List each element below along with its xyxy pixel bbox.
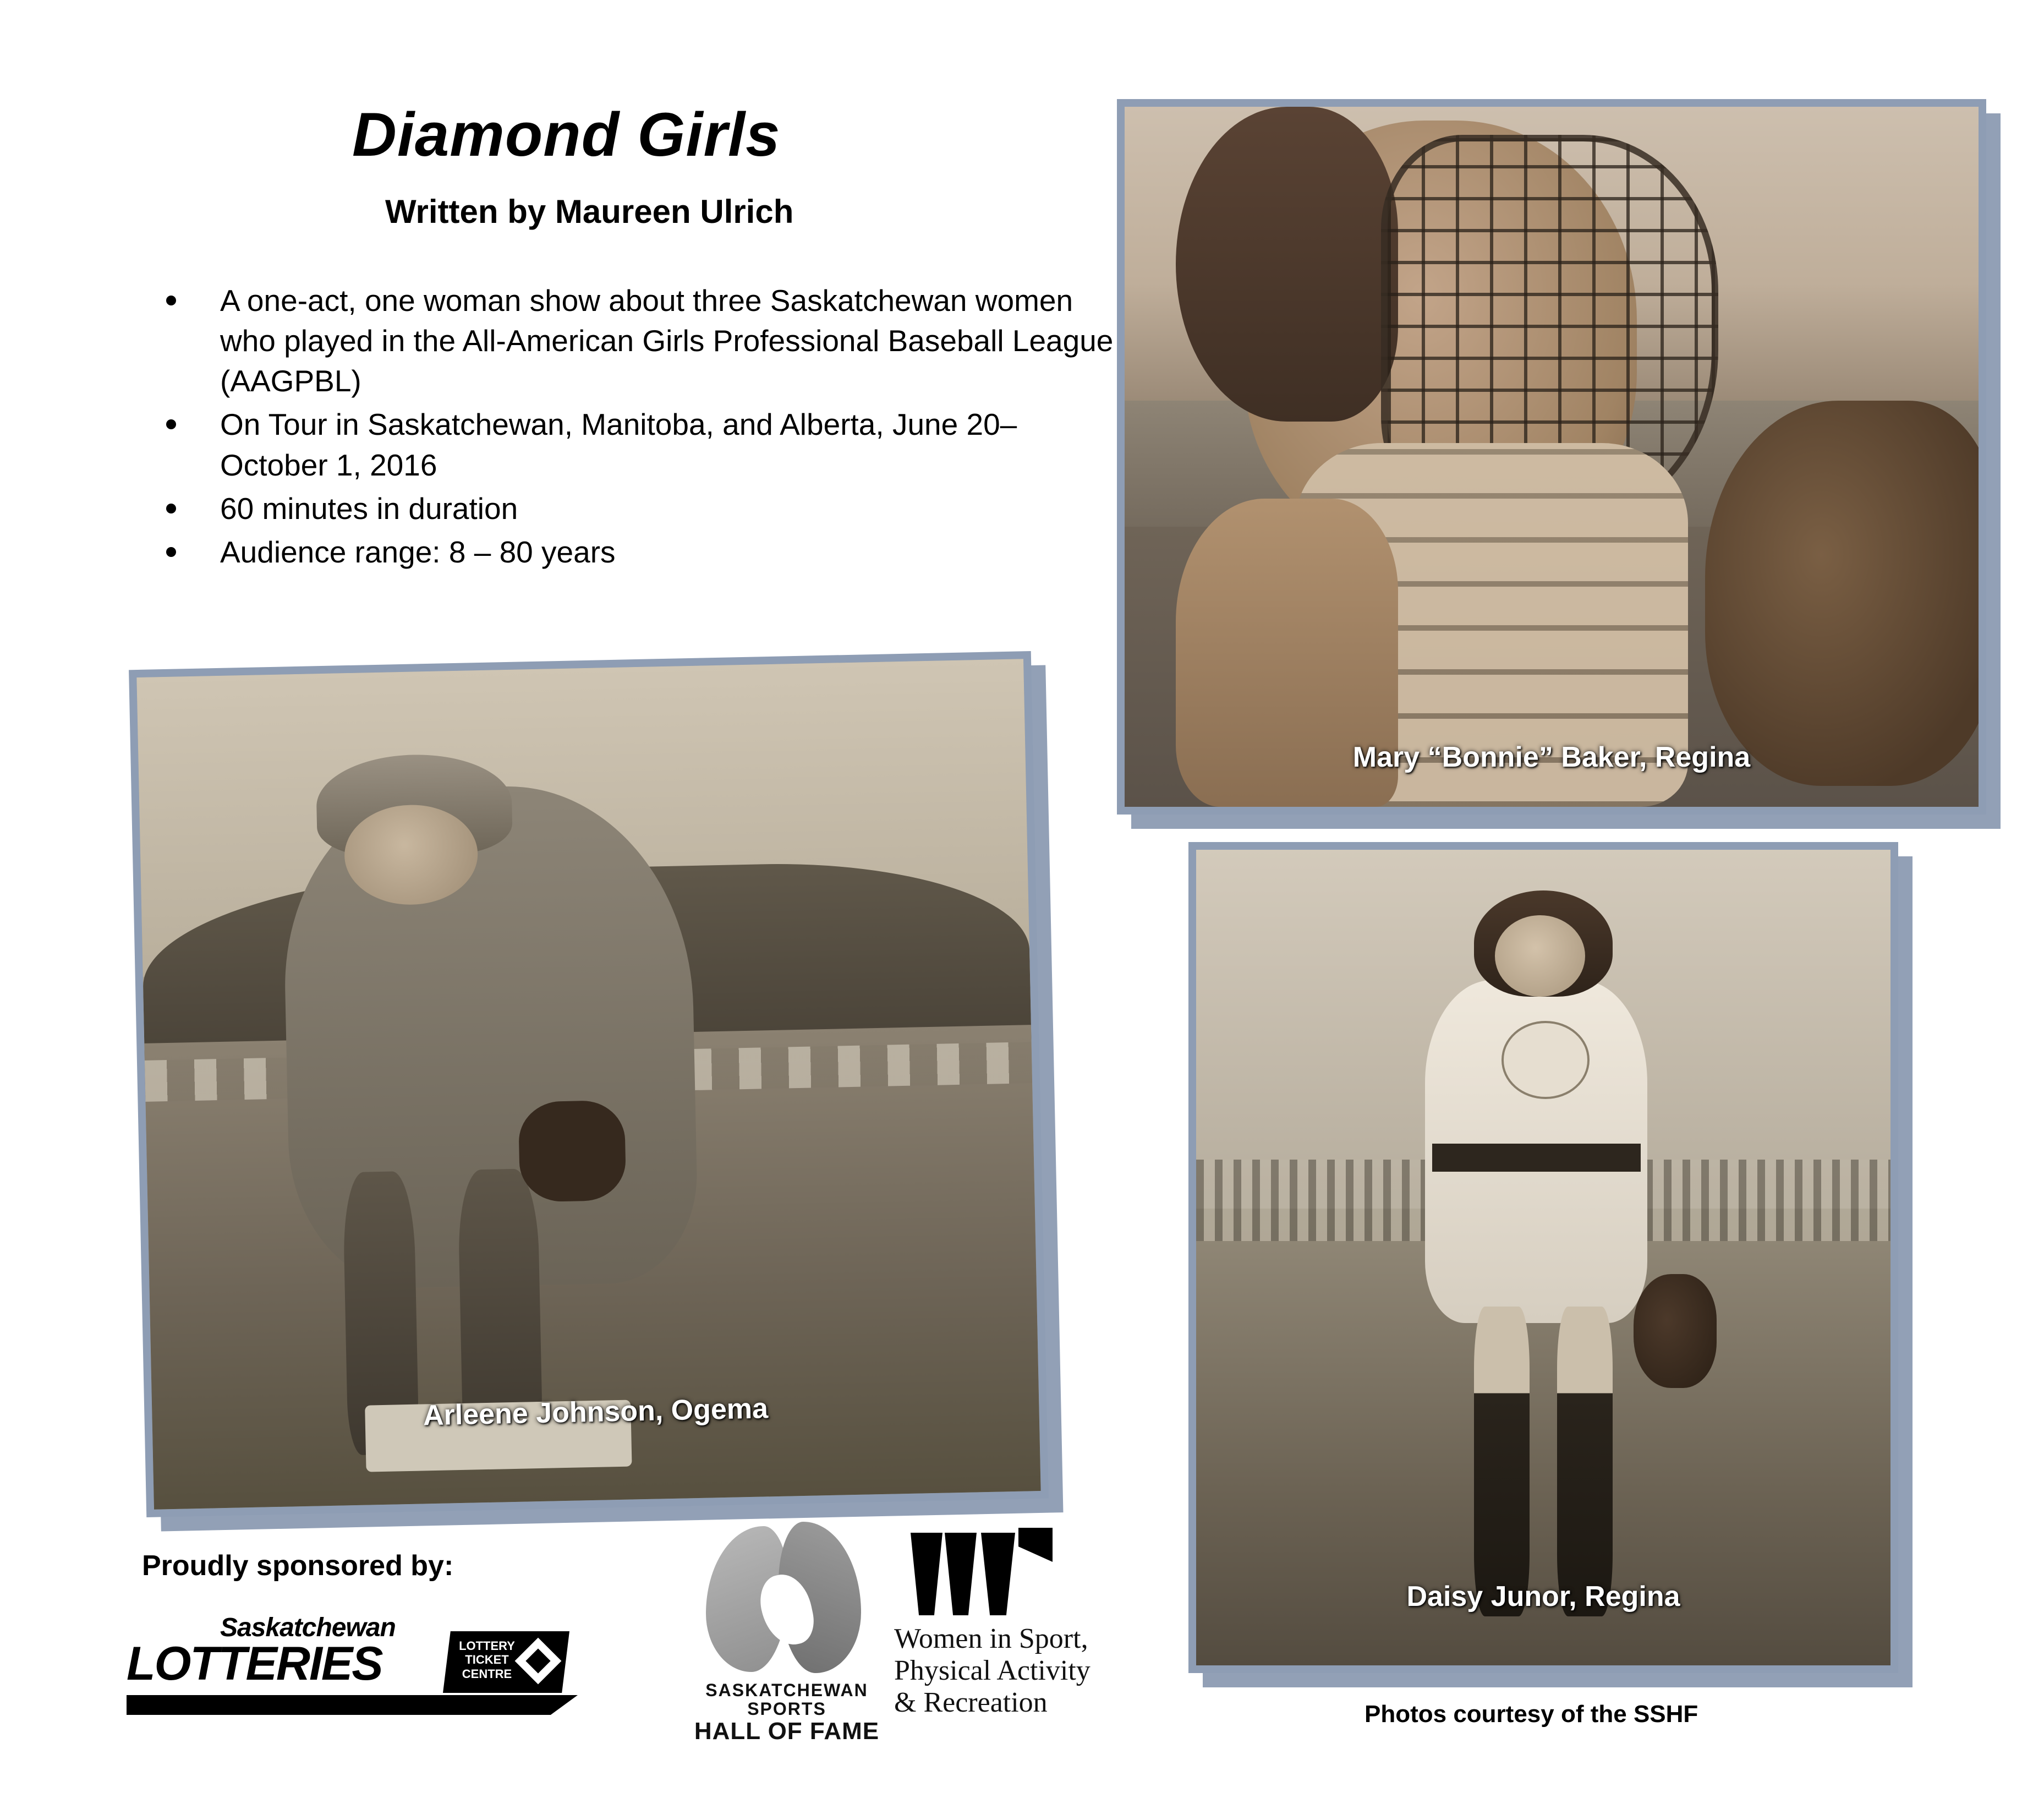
list-item: On Tour in Saskatchewan, Manitoba, and Alberta, June 20– October 1, 2016 <box>154 405 1122 485</box>
lotteries-underbar <box>127 1695 578 1715</box>
uniform-crest-shape <box>1502 1021 1589 1099</box>
sshf-emblem-icon <box>696 1522 878 1681</box>
description-list <box>154 281 1122 576</box>
page-title: Diamond Girls <box>352 100 781 169</box>
photo-mary-baker <box>1117 99 1986 815</box>
photo-daisy-junor <box>1188 842 1898 1673</box>
wispar-w-icon <box>911 1524 1059 1615</box>
photo-subject-leg-right <box>1557 1307 1613 1616</box>
byline: Written by Maureen Ulrich <box>385 193 794 230</box>
saskatchewan-lotteries-logo <box>127 1613 572 1717</box>
photo-image-baker <box>1125 107 1979 807</box>
photo-image-junor <box>1196 850 1890 1665</box>
photo-subject-leg-left <box>1474 1307 1530 1616</box>
wispar-wordmark-line3: & Recreation <box>894 1687 1048 1719</box>
sshf-wordmark-line1: SASKATCHEWAN <box>705 1680 868 1700</box>
wispar-wordmark-line1: Women in Sport, <box>894 1623 1088 1654</box>
baseball-glove-shape <box>1705 401 1979 786</box>
photo-caption: Arleene Johnson, Ogema <box>423 1392 769 1432</box>
sponsors-label: Proudly sponsored by: <box>142 1550 454 1582</box>
photo-caption: Mary “Bonnie” Baker, Regina <box>1352 741 1751 773</box>
baseball-glove-shape <box>518 1100 627 1202</box>
lottery-ticket-centre-text: LOTTERY TICKET CENTRE <box>459 1639 515 1681</box>
sshf-wordmark-line2: SPORTS <box>747 1698 826 1719</box>
w-stroke-1 <box>911 1533 942 1615</box>
photo-credit: Photos courtesy of the SSHF <box>1365 1701 1698 1728</box>
list-item: 60 minutes in duration <box>154 489 1122 529</box>
w-accent-shape <box>1018 1528 1053 1562</box>
sshf-wordmark-line3: HALL OF FAME <box>694 1717 880 1745</box>
women-in-sport-logo <box>894 1524 1202 1756</box>
photo-arleene-johnson <box>129 651 1049 1517</box>
photo-caption: Daisy Junor, Regina <box>1406 1581 1680 1613</box>
lotteries-wordmark-top: Saskatchewan <box>220 1613 396 1642</box>
list-item: A one-act, one woman show about three Saskatchewan women who played in the All-American Girls Professional Baseball League (AAGPBL) <box>154 281 1122 401</box>
uniform-belt-shape <box>1432 1144 1641 1172</box>
list-item: Audience range: 8 – 80 years <box>154 532 1122 572</box>
photo-subject-head <box>1495 915 1585 997</box>
lotteries-wordmark-main: LOTTERIES <box>127 1637 382 1690</box>
w-stroke-3 <box>981 1533 1015 1615</box>
wispar-wordmark-line2: Physical Activity <box>894 1655 1091 1687</box>
baseball-glove-shape <box>1634 1274 1717 1388</box>
photo-image-johnson <box>136 659 1040 1509</box>
w-stroke-2 <box>945 1533 977 1615</box>
photo-subject-hair <box>1176 107 1398 422</box>
